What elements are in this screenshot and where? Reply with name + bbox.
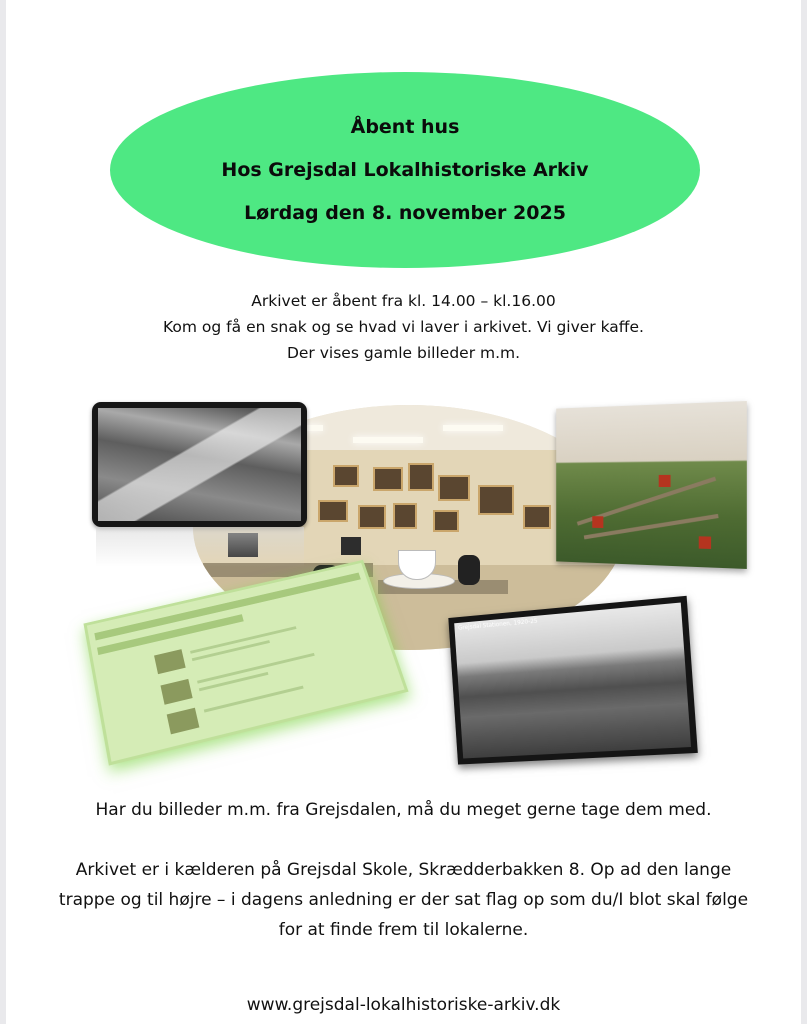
aerial-photo (92, 402, 307, 527)
header-date: Lørdag den 8. november 2025 (244, 201, 566, 224)
pictures-text: Der vises gamle billeder m.m. (286, 344, 521, 362)
website-url: www.grejsdal-lokalhistoriske-arkiv.dk (246, 995, 561, 1015)
archive-website-screenshot (83, 560, 408, 766)
header-oval (110, 72, 700, 268)
header-title: Åbent hus (350, 115, 460, 138)
directions-line-1: Arkivet er i kælderen på Grejsdal Skole, Skrædderbakken 8. Op ad den lange (75, 860, 732, 880)
bring-pictures-note: Har du billeder m.m. fra Grejsdalen, må du meget gerne tage dem med. (95, 800, 712, 820)
opening-hours: Arkivet er åbent fra kl. 14.00 – kl.16.00 (251, 292, 556, 310)
model-railway-photo (556, 401, 747, 569)
page-edge-right (801, 0, 807, 1024)
directions-line-2: trappe og til højre – i dagens anledning er der sat flag op som du/I blot skal følge (58, 890, 749, 910)
station-photo (448, 596, 698, 765)
invitation-text: Kom og få en snak og se hvad vi laver i arkivet. Vi giver kaffe. (163, 318, 644, 336)
station-photo-caption: Grejsdal Stationen, 1920-25 (457, 617, 538, 632)
opening-info (6, 288, 801, 366)
directions-line-3: for at finde frem til lokalerne. (278, 920, 529, 940)
flyer-page (6, 0, 801, 1024)
header-organization: Hos Grejsdal Lokalhistoriske Arkiv (221, 158, 589, 181)
photo-collage (6, 385, 801, 780)
location-directions (6, 855, 801, 945)
